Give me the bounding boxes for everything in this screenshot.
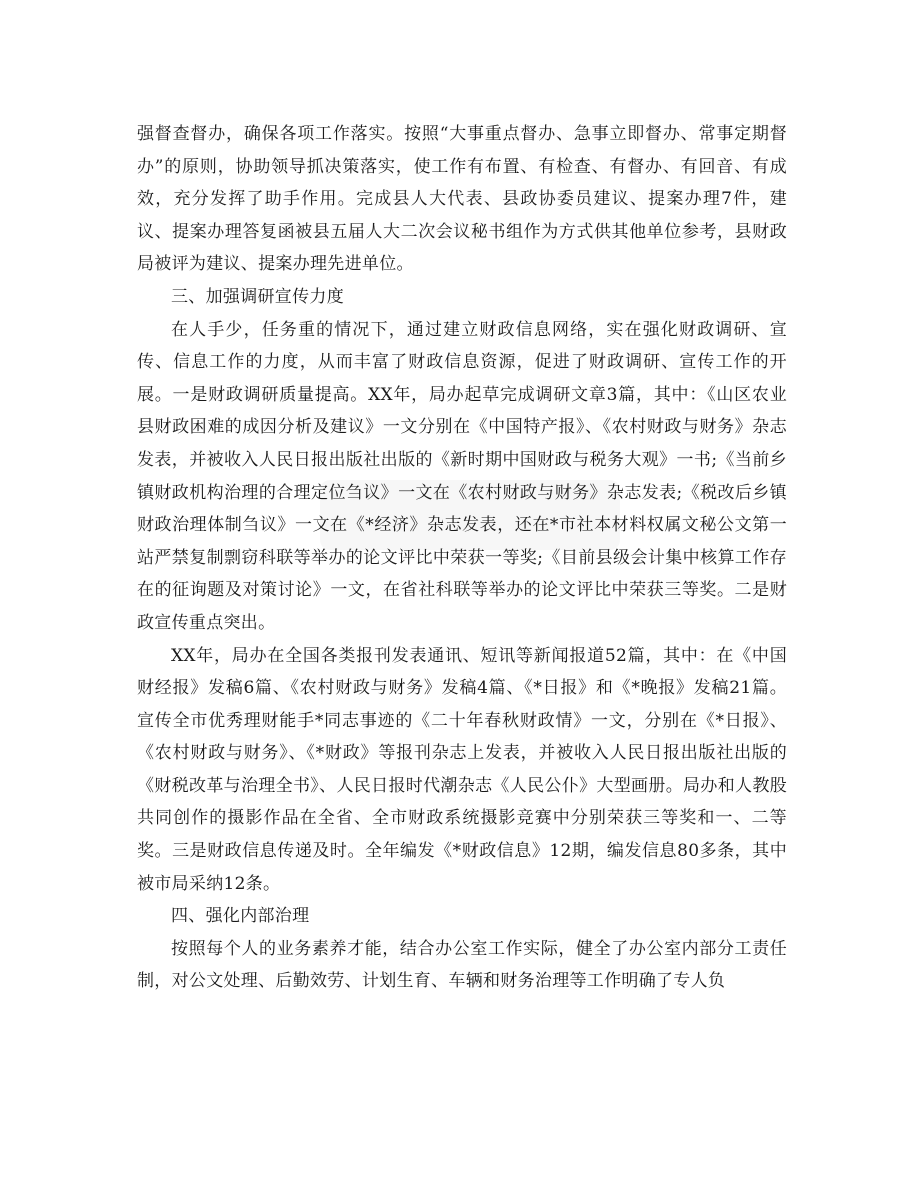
paragraph-research: 在人手少，任务重的情况下，通过建立财政信息网络，实在强化财政调研、宣传、信息工作的力度，从而丰富了财政信息资源，促进了财政调研、宣传工作的开展。一是财政调研质量提高。XX年，局办起草完成调研文章3篇，其中：《山区农业县财政困难的成因分析及建议》一文分别在《中国特产报》、《农村财政与财务》杂志发表，并被收入人民日报出版社出版的《新时期中国财政与税务大观》一书;《当前乡镇财政机构治理的合理定位刍议》一文在《农村财政与财务》杂志发表;《税改后乡镇财政治理体制刍议》一文在《*经济》杂志发表，还在*市社本材料权属文秘公文第一站严禁复制剽窃科联等举办的论文评比中荣获一等奖;《目前县级会计集中核算工作存在的征询题及对策讨论》一文，在省社科联等举办的论文评比中荣获三等奖。二是财政宣传重点突出。 [137, 319, 787, 633]
paragraph-publicity: XX年，局办在全国各类报刊发表通讯、短讯等新闻报道52篇，其中：在《中国财经报》发稿6篇、《农村财政与财务》发稿4篇、《*日报》和《*晚报》发稿21篇。宣传全市优秀理财能手*同志事迹的《二十年春秋财政情》一文，分别在《*日报》、《农村财政与财务》、《*财政》等报刊杂志上发表，并被收入人民日报出版社出版的《财税改革与治理全书》、人民日报时代潮杂志《人民公仆》大型画册。局办和人教股共同创作的摄影作品在全省、全市财政系统摄影竞赛中分别荣获三等奖和一、二等奖。三是财政信息传递及时。全年编发《*财政信息》12期，编发信息80多条，其中被市局采纳12条。 [137, 645, 787, 894]
paragraph-continuation: 强督查督办，确保各项工作落实。按照“大事重点督办、急事立即督办、常事定期督办”的原则，协助领导抓决策落实，使工作有布置、有检查、有督办、有回音、有成效，充分发挥了助手作用。完成县人大代表、县政协委员建议、提案办理7件，建议、提案办理答复函被县五届人大二次会议秘书组作为方式供其他单位参考，县财政局被评为建议、提案办理先进单位。 [137, 124, 787, 275]
section-heading-research-publicity: 三、加强调研宣传力度 [171, 286, 344, 307]
paragraph-internal-management: 按照每个人的业务素养才能，结合办公室工作实际，健全了办公室内部分工责任制，对公文处理、后勤效劳、计划生育、车辆和财务治理等工作明确了专人负 [137, 938, 787, 992]
section-heading-internal-management: 四、强化内部治理 [171, 906, 310, 927]
document-page [137, 118, 787, 998]
